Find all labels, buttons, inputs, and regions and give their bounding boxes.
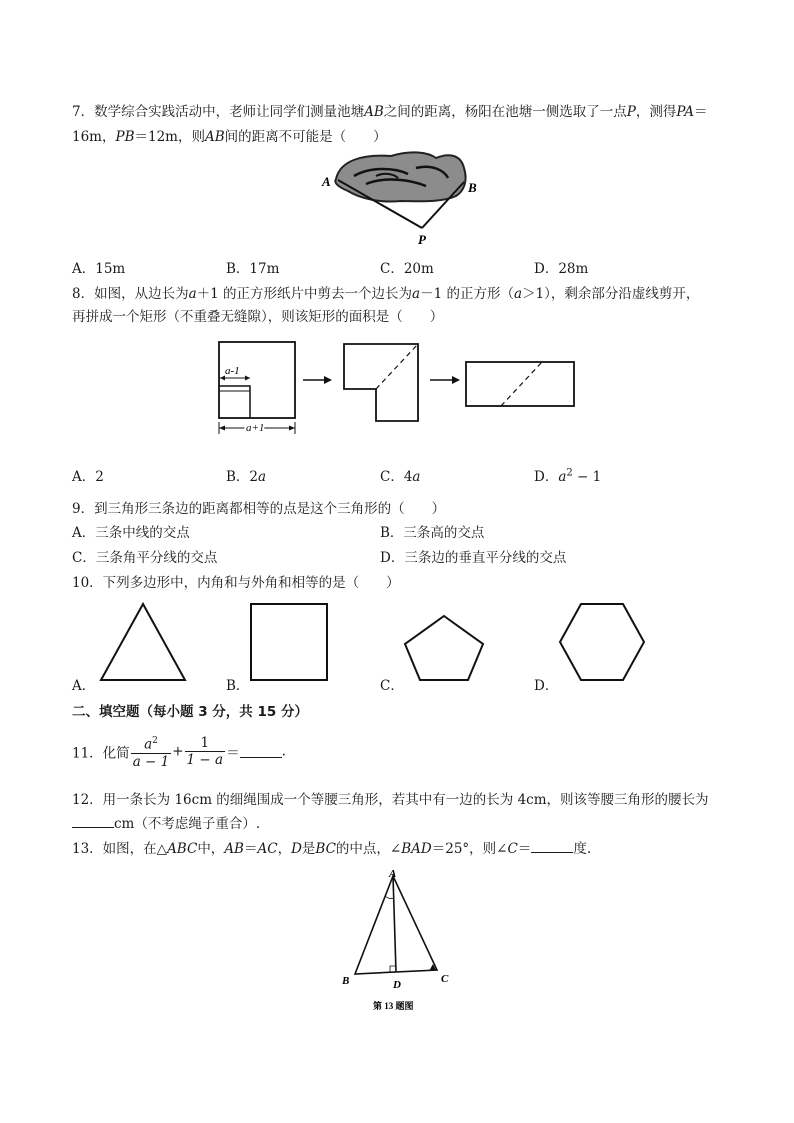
- q7-text: 之间的距离，杨阳在池塘一侧选取了一点: [383, 104, 627, 120]
- q12-text: cm（不考虑绳子重合）.: [114, 816, 261, 832]
- vertex-b-label: B: [342, 975, 350, 987]
- q8-exponent: 2: [566, 467, 573, 479]
- q13-text: ＝: [517, 841, 532, 857]
- q11-fraction-2: [185, 735, 226, 768]
- label-a-plus-1: a+1: [246, 422, 265, 434]
- q13-var: D: [291, 841, 302, 857]
- point-d-label: D: [393, 979, 401, 991]
- q13-var: BC: [315, 841, 336, 857]
- q11-fraction-1: [131, 733, 172, 770]
- q13-text: 13．如图，在△: [72, 841, 168, 857]
- q9-option-c[interactable]: C．三条角平分线的交点: [72, 550, 218, 566]
- q10-stem: 10．下列多边形中，内角和与外角和相等的是（ ）: [72, 575, 400, 591]
- q7-text: 7．数学综合实践活动中，老师让同学们测量池塘: [72, 104, 365, 120]
- q11-fraction-2-numerator: 1: [185, 735, 226, 752]
- q11-exponent: 2: [152, 736, 158, 746]
- q9-option-d[interactable]: D．三条边的垂直平分线的交点: [380, 550, 567, 566]
- q13-text: ＝: [243, 841, 258, 857]
- q8-option-c[interactable]: [380, 465, 420, 485]
- q11-answer-blank[interactable]: [240, 745, 282, 758]
- q8-option-b-text: B．2: [226, 469, 259, 485]
- square-shape: [246, 600, 332, 682]
- q8-option-d-tail: − 1: [572, 469, 602, 485]
- q13-text: 的中点，∠: [335, 841, 402, 857]
- q7-var-pb: PB: [115, 129, 135, 145]
- q8-var-a: a: [412, 469, 421, 485]
- q7-option-a[interactable]: A．15m: [72, 261, 126, 277]
- q11-period: .: [281, 743, 286, 760]
- q7-text: 间的距离不可能是（ ）: [224, 129, 387, 145]
- q11-var-a: a: [144, 736, 153, 753]
- section-fill-blank-title: 二、填空题（每小题 3 分，共 15 分）: [72, 704, 308, 720]
- q8-var-a: a: [188, 286, 197, 302]
- q7-text: ，测得: [635, 104, 677, 120]
- q13-text: 度.: [573, 841, 592, 857]
- q8-text: 8．如图，从边长为: [72, 286, 189, 302]
- q7-text: ＝: [693, 104, 708, 120]
- vertex-a-label: A: [389, 868, 397, 880]
- q12-stem-line1: 12．用一条长为 16cm 的细绳围成一个等腰三角形，若其中有一边的长为 4cm，则该等腰三角形的腰长为: [72, 792, 709, 808]
- big-square: [219, 342, 295, 418]
- q8-var-a: a: [514, 286, 523, 302]
- q13-var: C: [507, 841, 518, 857]
- q7-var-ab: AB: [364, 104, 384, 120]
- q8-var-a: a: [258, 469, 267, 485]
- triangle-shape: [95, 598, 191, 684]
- q13-answer-blank[interactable]: [531, 840, 573, 853]
- q8-stem-line2: 再拼成一个矩形（不重叠无缝隙），则该矩形的面积是（ ）: [72, 309, 444, 325]
- arrow-1-head: [324, 376, 332, 384]
- q8-paper-figure: [210, 334, 590, 444]
- q12-answer-blank[interactable]: [72, 815, 114, 828]
- q7-pond-figure: [316, 146, 486, 252]
- q8-text: －1 的正方形（: [420, 286, 514, 302]
- q8-option-a[interactable]: A．2: [72, 469, 104, 485]
- q8-var-a: a: [412, 286, 421, 302]
- figure-caption: 第 13 题图: [373, 1001, 414, 1011]
- q11-text: ＝: [226, 745, 240, 762]
- q7-var-ab: AB: [204, 129, 225, 145]
- point-a-label: A: [322, 174, 331, 189]
- arrow-2-head: [452, 376, 460, 384]
- q13-var: BAD: [401, 841, 432, 857]
- q13-triangle-figure: [335, 864, 460, 1016]
- q8-var-a: a: [558, 469, 567, 485]
- q12-stem-line2: [72, 812, 260, 832]
- q11-text: 11．化简: [72, 745, 130, 762]
- hexagon-shape: [556, 600, 648, 684]
- q7-stem-line2: [72, 125, 387, 145]
- label-a-minus-1: a-1: [225, 365, 240, 377]
- q11-fraction-2-denominator: 1 − a: [186, 751, 224, 768]
- q10-option-b[interactable]: B．: [226, 678, 250, 694]
- q13-text: ＝25°，则∠: [431, 841, 508, 857]
- arrow-head: [289, 426, 295, 431]
- q13-text: 中，: [197, 841, 225, 857]
- q7-stem-line1: [72, 100, 707, 120]
- q13-stem: [72, 837, 591, 857]
- arrow-head: [245, 376, 250, 381]
- point-p-label: P: [418, 232, 426, 247]
- q8-text: ＋1 的正方形纸片中剪去一个边长为: [196, 286, 413, 302]
- q7-var-p: P: [626, 104, 636, 120]
- q13-text: ，: [277, 841, 292, 857]
- q13-text: 是: [301, 841, 316, 857]
- q8-text: ＞1），剩余部分沿虚线剪开，: [522, 286, 700, 302]
- point-b-label: B: [468, 180, 477, 195]
- cut-line: [376, 344, 418, 389]
- q7-option-c[interactable]: C．20m: [380, 261, 434, 277]
- q7-option-b[interactable]: B．17m: [226, 261, 280, 277]
- q8-stem-line1: [72, 282, 699, 302]
- q11-fraction-1-denominator: a − 1: [132, 753, 170, 770]
- q7-option-d[interactable]: D．28m: [534, 261, 589, 277]
- q8-option-d[interactable]: [534, 465, 601, 485]
- q11-plus: +: [172, 743, 184, 760]
- q10-option-c[interactable]: C．: [380, 678, 404, 694]
- angle-bad-mark: [385, 896, 394, 899]
- q11-fraction-1-numerator: [131, 733, 172, 754]
- q7-var-pa: PA: [676, 104, 694, 120]
- cut-line: [501, 362, 542, 406]
- segment-ad: [393, 876, 396, 972]
- q8-option-d-text: D．: [534, 469, 559, 485]
- q8-option-b[interactable]: [226, 465, 266, 485]
- q8-option-c-text: C．4: [380, 469, 413, 485]
- q10-option-d[interactable]: D．: [534, 678, 559, 694]
- q9-option-b[interactable]: B．三条高的交点: [380, 525, 485, 541]
- q13-var: ABC: [167, 841, 198, 857]
- q9-stem: 9．到三角形三条边的距离都相等的点是这个三角形的（ ）: [72, 501, 446, 517]
- q9-option-a[interactable]: A．三条中线的交点: [72, 525, 190, 541]
- q10-option-a[interactable]: A．: [72, 678, 96, 694]
- q13-var: AC: [257, 841, 278, 857]
- vertex-c-label: C: [441, 973, 449, 985]
- q7-text: 16m，: [72, 129, 116, 145]
- q11-stem: [72, 733, 286, 770]
- q13-var: AB: [224, 841, 244, 857]
- result-rectangle: [466, 362, 574, 406]
- arrow-head: [219, 426, 225, 431]
- q7-text: ＝12m，则: [134, 129, 205, 145]
- pentagon-shape: [400, 612, 490, 684]
